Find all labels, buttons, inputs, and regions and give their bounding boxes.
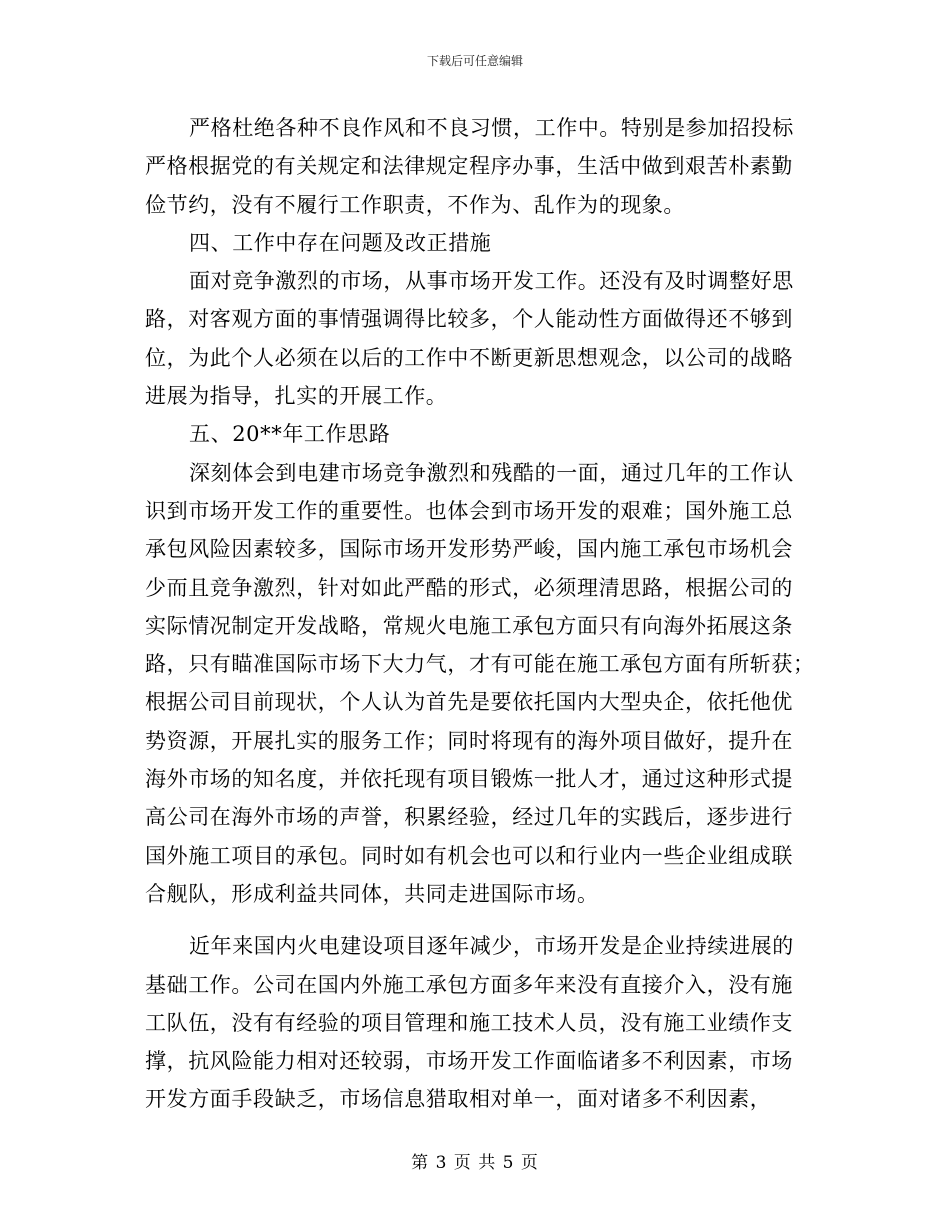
paragraph-spacer [145, 913, 805, 927]
text-line: 识到市场开发工作的重要性。也体会到市场开发的艰难；国外施工总 [145, 498, 793, 523]
text-line: 严格根据党的有关规定和法律规定程序办事，生活中做到艰苦朴素勤 [145, 154, 793, 179]
text-line: 海外市场的知名度，并依托现有项目锻炼一批人才，通过这种形式提 [145, 767, 793, 792]
section-heading-problems [145, 224, 805, 262]
paragraph-domestic [145, 927, 805, 1118]
text-line: 势资源，开展扎实的服务工作；同时将现有的海外项目做好，提升在 [145, 728, 793, 753]
text-line: 高公司在海外市场的声誉，积累经验，经过几年的实践后，逐步进行 [145, 805, 793, 830]
section-heading: 五、20**年工作思路 [189, 422, 391, 447]
text-line: 承包风险因素较多，国际市场开发形势严峻，国内施工承包市场机会 [145, 537, 793, 562]
text-line: 合舰队，形成利益共同体，共同走进国际市场。 [145, 881, 599, 906]
paragraph-plan [145, 454, 815, 914]
text-line: 深刻体会到电建市场竞争激烈和残酷的一面，通过几年的工作认 [189, 460, 794, 485]
text-line: 根据公司目前现状，个人认为首先是要依托国内大型央企，依托他优 [145, 690, 793, 715]
page-header: 下载后可任意编辑 [426, 54, 523, 68]
document-body [145, 109, 815, 1119]
text-line: 近年来国内火电建设项目逐年减少，市场开发是企业持续进展的 [189, 934, 794, 959]
text-line: 面对竞争激烈的市场，从事市场开发工作。还没有及时调整好思 [189, 269, 794, 294]
text-line: 工队伍，没有有经验的项目管理和施工技术人员，没有施工业绩作支 [145, 1010, 793, 1035]
text-line: 国外施工项目的承包。同时如有机会也可以和行业内一些企业组成联 [145, 843, 793, 868]
text-line: 基础工作。公司在国内外施工承包方面多年来没有直接介入，没有施 [145, 972, 793, 997]
text-line: 路，对客观方面的事情强调得比较多，个人能动性方面做得还不够到 [145, 307, 793, 332]
text-line: 少而且竞争激烈，针对如此严酷的形式，必须理清思路，根据公司的 [145, 575, 793, 600]
section-heading: 四、工作中存在问题及改正措施 [189, 230, 492, 255]
text-line: 路，只有瞄准国际市场下大力气，才有可能在施工承包方面有所斩获； [145, 652, 815, 677]
text-line: 位，为此个人必须在以后的工作中不断更新思想观念，以公司的战略 [145, 345, 793, 370]
paragraph-conduct [145, 109, 805, 224]
text-line: 撑，抗风险能力相对还较弱，市场开发工作面临诸多不利因素，市场 [145, 1049, 793, 1074]
page-number: 第 3 页 共 5 页 [411, 1153, 539, 1173]
text-line: 俭节约，没有不履行工作职责，不作为、乱作为的现象。 [145, 192, 685, 217]
text-line: 开发方面手段缺乏，市场信息猎取相对单一，面对诸多不利因素， [145, 1087, 772, 1112]
paragraph-problems [145, 262, 805, 415]
text-line: 严格杜绝各种不良作风和不良习惯，工作中。特别是参加招投标 [189, 116, 794, 140]
section-heading-plan [145, 415, 805, 453]
text-line: 进展为指导，扎实的开展工作。 [145, 384, 448, 409]
text-line: 实际情况制定开发战略，常规火电施工承包方面只有向海外拓展这条 [145, 613, 793, 638]
